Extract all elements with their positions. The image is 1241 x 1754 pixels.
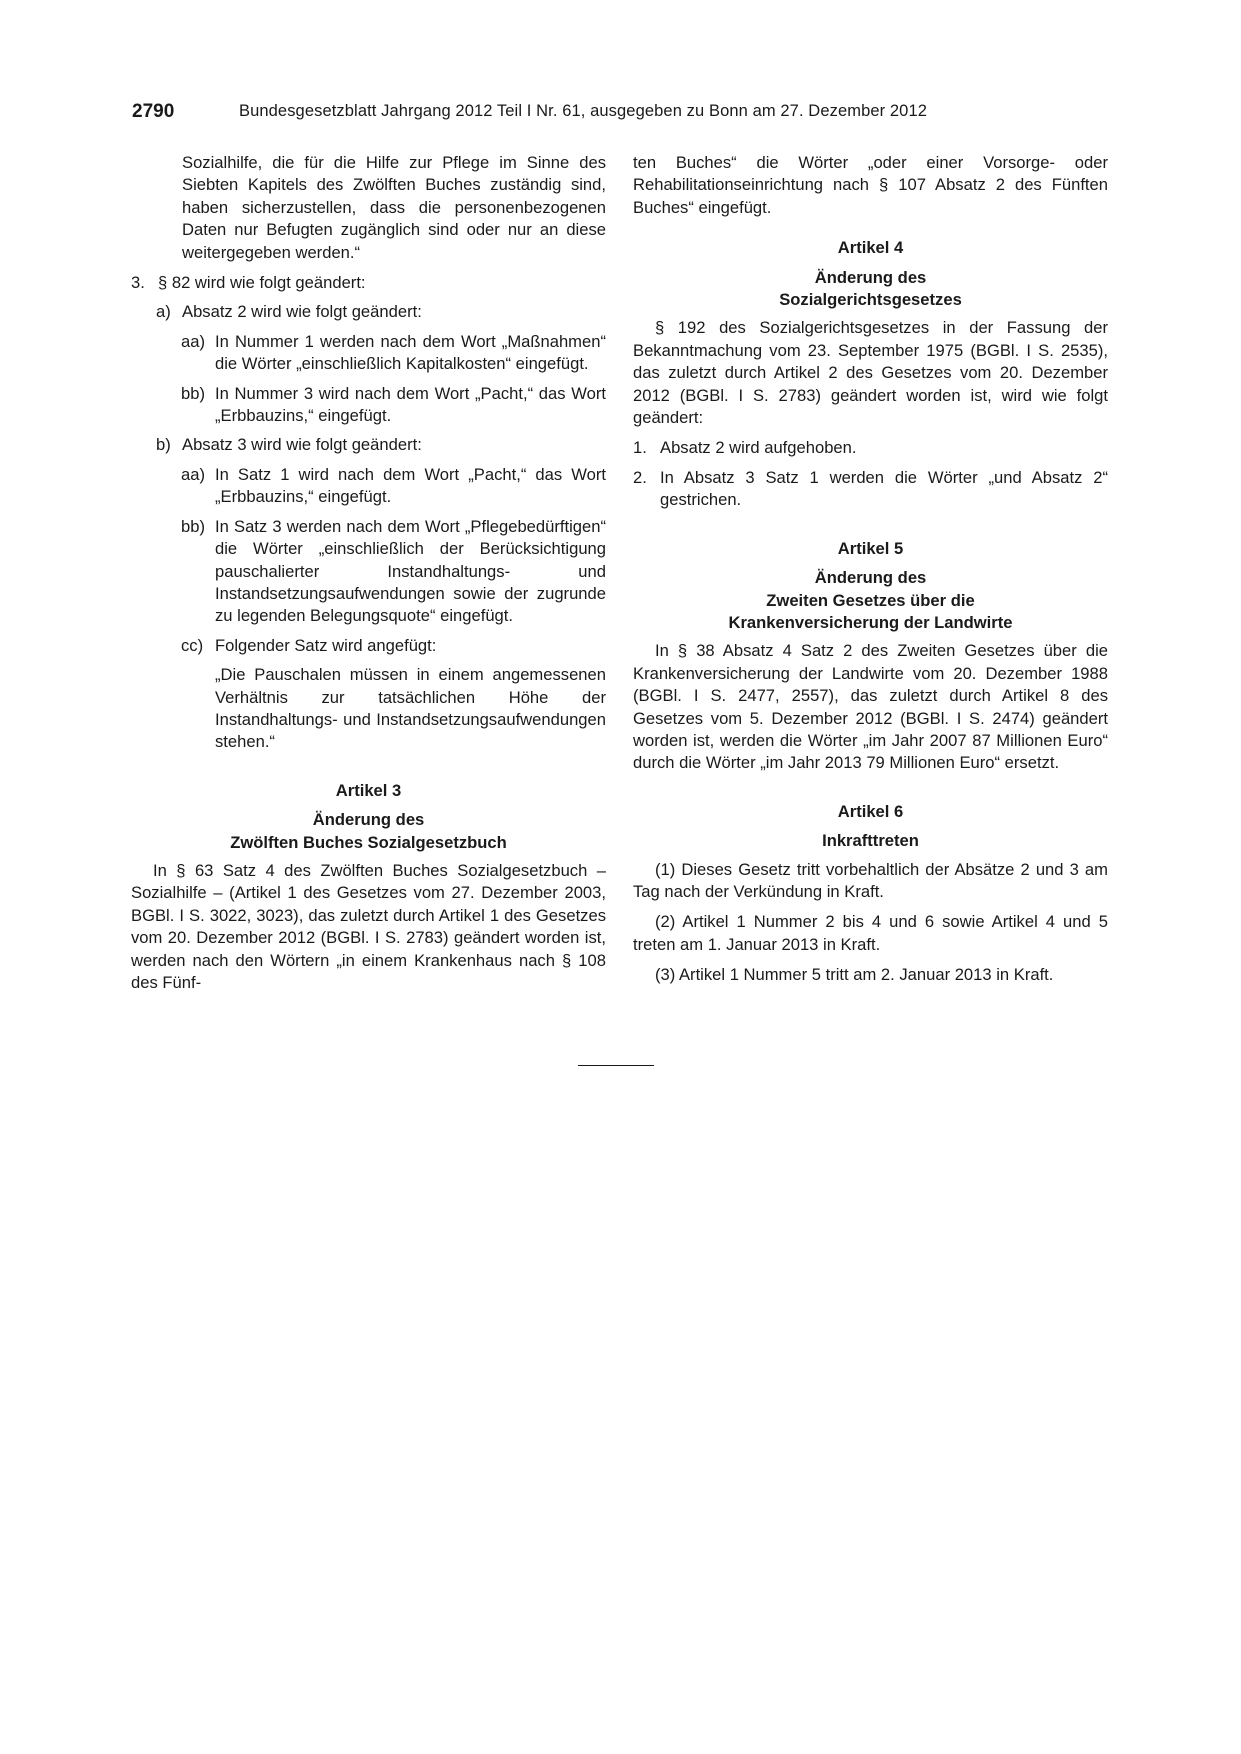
list-item-b-bb <box>131 516 606 628</box>
end-rule <box>578 1065 654 1066</box>
list-item-a-bb <box>131 383 606 428</box>
list-text: Absatz 2 wird wie folgt geändert: <box>182 302 422 322</box>
list-item-b <box>131 434 606 456</box>
article-5-number: Artikel 5 <box>837 538 904 558</box>
list-label: bb) <box>181 516 205 536</box>
list-text: Absatz 2 wird aufgehoben. <box>660 438 857 458</box>
list-text: In Nummer 3 wird nach dem Wort „Pacht,“ das Wort „Erbbauzins,“ eingefügt. <box>215 383 606 426</box>
list-text: In Nummer 1 werden nach dem Wort „Maßnahmen“ die Wörter „einschließlich Kapitalkosten“ eingefügt. <box>215 331 606 374</box>
list-item-b-aa <box>131 464 606 509</box>
list-label: aa) <box>181 331 205 351</box>
list-item-b-cc <box>131 635 606 657</box>
article-title-line: Zweiten Gesetzes über die <box>766 590 975 610</box>
article-3-number: Artikel 3 <box>335 780 402 800</box>
list-label: 1. <box>633 438 647 458</box>
list-label: cc) <box>181 635 204 655</box>
article-4-title <box>633 267 1108 312</box>
article-6-number: Artikel 6 <box>837 801 904 821</box>
continued-paragraph: ten Buches“ die Wörter „oder einer Vorsorge- oder Rehabilitationseinrichtung nach § 107 Absatz 2 des Fünften Buches“ eingefügt. <box>633 153 1108 217</box>
article-4-item-2 <box>633 467 1108 512</box>
article-4-item-1 <box>633 437 1108 459</box>
article-6-paragraph-3: (3) Artikel 1 Nummer 5 tritt am 2. Januar 2013 in Kraft. <box>655 965 1054 985</box>
list-text: Absatz 3 wird wie folgt geändert: <box>182 435 422 455</box>
page-number: 2790 <box>132 101 175 122</box>
article-title-line: Sozialgerichtsgesetzes <box>779 290 962 310</box>
list-label: a) <box>156 302 171 322</box>
list-label: b) <box>156 435 171 455</box>
article-4-text: § 192 des Sozialgerichtsgesetzes in der Fassung der Bekanntmachung vom 23. September 1975 (BGBl. I S. 2535), das zuletzt durch Artikel 2 des Gesetzes vom 20. Dezember 2012 (BGBl. I S. 2783) geändert worden ist, wird wie folgt geändert: <box>633 318 1108 428</box>
right-column <box>633 152 1108 995</box>
list-text: In Satz 1 wird nach dem Wort „Pacht,“ das Wort „Erbbauzins,“ eingefügt. <box>215 464 606 507</box>
list-label: bb) <box>181 383 205 403</box>
article-title-line: Änderung des <box>312 810 425 830</box>
article-3-text: In § 63 Satz 4 des Zwölften Buches Sozialgesetzbuch – Sozialhilfe – (Artikel 1 des Gesetzes vom 27. Dezember 2003, BGBl. I S. 3022, 3023), das zuletzt durch Artikel 1 des Gesetzes vom 20. Dezember 2012 (BGBl. I S. 2783) geändert worden ist, werden nach den Wörtern „in einem Krankenhaus nach § 108 des Fünf- <box>131 860 606 992</box>
article-5-text: In § 38 Absatz 4 Satz 2 des Zweiten Gesetzes über die Krankenversicherung der Landwirte vom 20. Dezember 1988 (BGBl. I S. 2477, 2557), das zuletzt durch Artikel 8 des Gesetzes vom 5. Dezember 2012 (BGBl. I S. 2474) geändert worden ist, werden die Wörter „im Jahr 2007 87 Millionen Euro“ durch die Wörter „im Jahr 2013 79 Millionen Euro“ ersetzt. <box>633 641 1108 773</box>
list-label: 3. <box>131 273 145 293</box>
list-item-a-aa <box>131 331 606 376</box>
list-text: In Absatz 3 Satz 1 werden die Wörter „und Absatz 2“ gestrichen. <box>660 467 1108 510</box>
article-4-number: Artikel 4 <box>837 238 904 258</box>
quoted-sentence: „Die Pauschalen müssen in einem angemessenen Verhältnis zur tatsächlichen Höhe der Instandhaltungs- und Instandsetzungsaufwendungen stehen.“ <box>215 665 606 752</box>
list-text: Folgender Satz wird angefügt: <box>215 635 437 655</box>
page-header <box>132 101 1012 125</box>
article-6-paragraph-2: (2) Artikel 1 Nummer 2 bis 4 und 6 sowie Artikel 4 und 5 treten am 1. Januar 2013 in Kraft. <box>633 912 1108 954</box>
article-6-title: Inkrafttreten <box>822 831 919 851</box>
list-text: In Satz 3 werden nach dem Wort „Pflegebedürftigen“ die Wörter „einschließlich der Berücksichtigung pauschalierter Instandhaltungs- und Instandsetzungsaufwendungen sowie der zugrunde zu legenden Belegungsquote“ eingefügt. <box>215 516 606 626</box>
article-title-line: Krankenversicherung der Landwirte <box>728 612 1013 632</box>
running-head: Bundesgesetzblatt Jahrgang 2012 Teil I Nr. 61, ausgegeben zu Bonn am 27. Dezember 2012 <box>239 102 928 120</box>
article-title-line: Zwölften Buches Sozialgesetzbuch <box>230 832 507 852</box>
list-label: 2. <box>633 467 647 487</box>
article-6-paragraph-1: (1) Dieses Gesetz tritt vorbehaltlich der Absätze 2 und 3 am Tag nach der Verkündung in Kraft. <box>633 859 1108 901</box>
continued-paragraph: Sozialhilfe, die für die Hilfe zur Pflege im Sinne des Siebten Kapitels des Zwölften Buches zuständig sind, haben sicherzustellen, dass die personenbezogenen Daten nur Befugten zugänglich sind oder nur an diese weitergegeben werden.“ <box>182 153 606 262</box>
article-title-line: Änderung des <box>814 267 927 287</box>
list-text: § 82 wird wie folgt geändert: <box>158 273 366 293</box>
list-item-3 <box>131 272 606 294</box>
left-column <box>131 152 606 994</box>
list-item-a <box>131 301 606 323</box>
article-5-title <box>633 567 1108 634</box>
article-3-title <box>131 809 606 854</box>
list-label: aa) <box>181 464 205 484</box>
article-title-line: Änderung des <box>814 568 927 588</box>
